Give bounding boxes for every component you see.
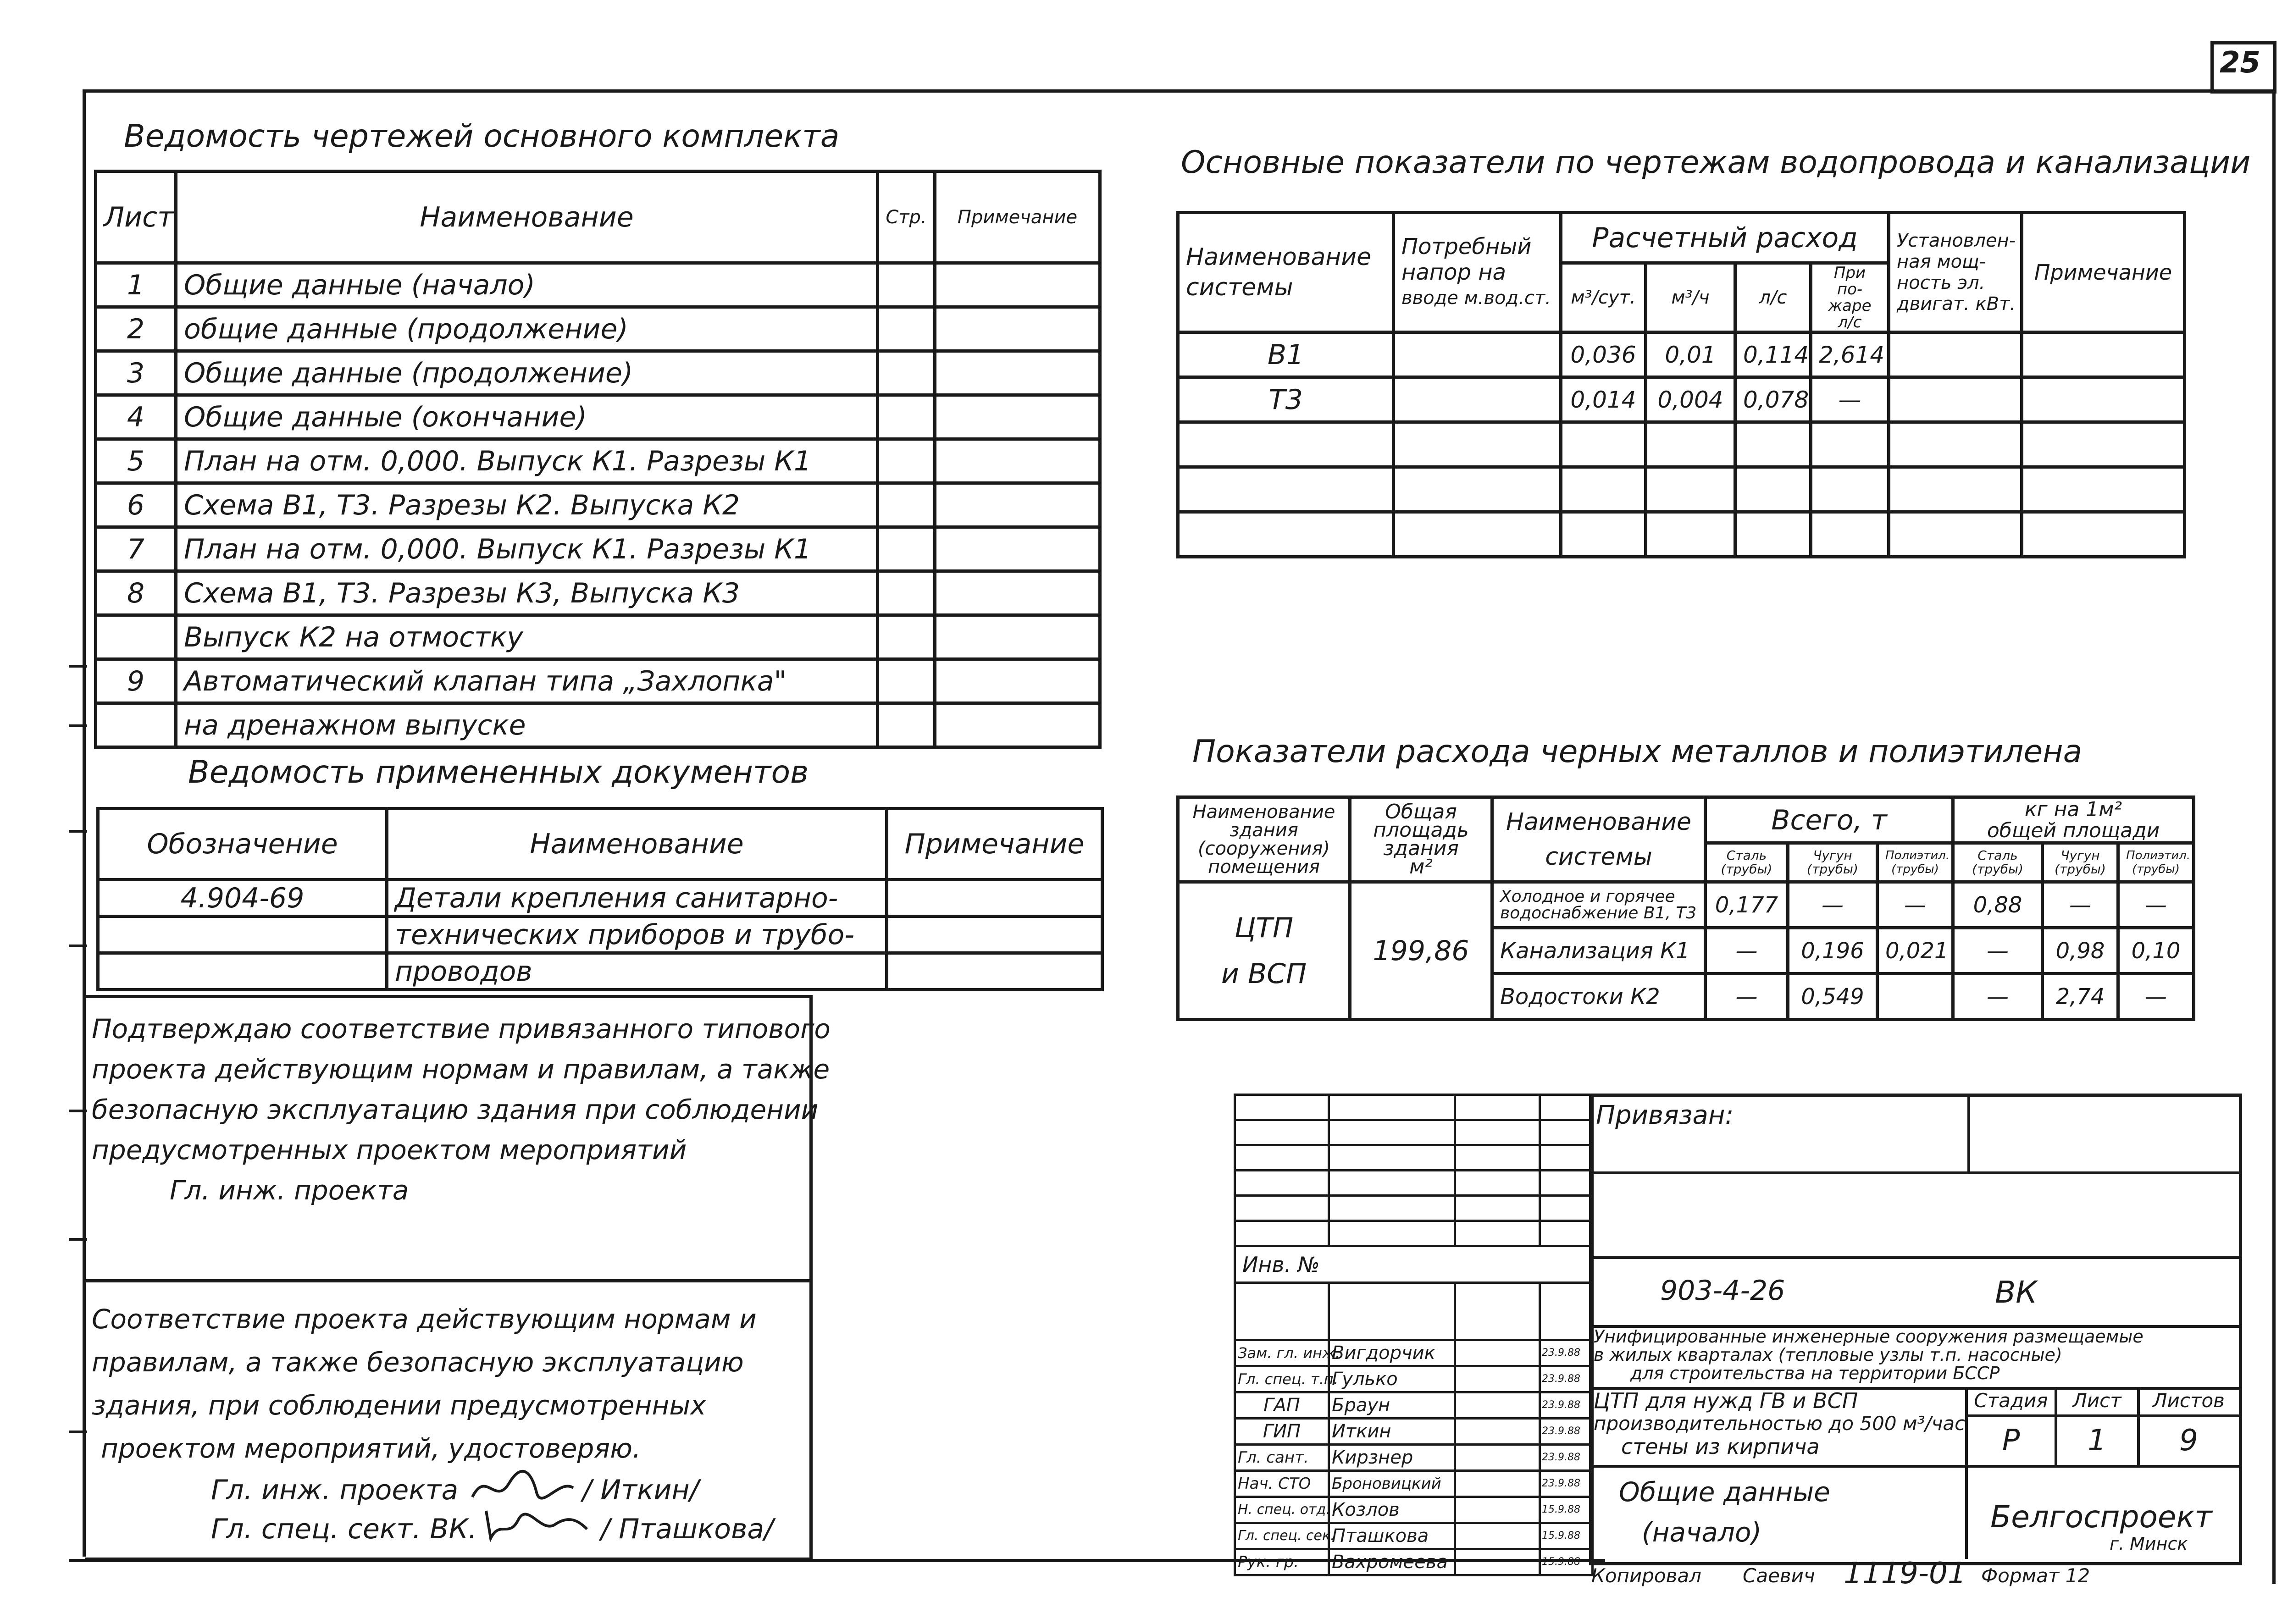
- page-number: 25: [2220, 46, 2261, 80]
- stamp-description: Унифицированные инженерные сооружения размещаемые в жилых кварталах (тепловые узлы т.п. насосные) для строительства на территории БССР: [1594, 1326, 2143, 1383]
- col-note: Примечание: [887, 809, 1102, 880]
- stamp-sheet-label: Лист: [2072, 1389, 2121, 1412]
- col-total: Всего, т: [1706, 797, 1953, 843]
- sub-steel: Сталь (трубы): [1953, 843, 2043, 882]
- stamp-people-grid: [1234, 1094, 1594, 1576]
- stamp-org: Белгоспроект: [1990, 1499, 2212, 1535]
- stamp-code: 903-4-26: [1660, 1275, 1785, 1307]
- table-row: В1 0,036 0,01 0,114 2,614: [1178, 332, 2185, 377]
- table-row: 1 Общие данные (начало): [96, 263, 1100, 307]
- margin-tick: [69, 1431, 87, 1433]
- metal-indicators-title: Показатели расхода черных металлов и полиэтилена: [1192, 734, 2083, 770]
- stamp-line: [1589, 1171, 2239, 1174]
- col-power: Установлен- ная мощ- ность эл. двигат. кВт.: [1889, 213, 2022, 332]
- table-row: [1178, 467, 2185, 512]
- approval-2-line: правилам, а также безопасную эксплуатацию: [92, 1347, 744, 1378]
- stamp-person-row: Гл. сант. Кирзнер 23.9.88: [1235, 1445, 1593, 1471]
- stamp-line: [1967, 1094, 1970, 1171]
- approval-1-line: Подтверждаю соответствие привязанного типового: [92, 1013, 831, 1044]
- table-row: технических приборов и трубо-: [98, 917, 1102, 953]
- col-name: Наименование: [387, 809, 887, 880]
- col-flow: Расчетный расход: [1561, 213, 1889, 263]
- approval-1-line: безопасную эксплуатацию здания при соблюдении: [92, 1094, 819, 1125]
- sub-iron: Чугун (трубы): [1788, 843, 1878, 882]
- water-indicators-table: [1176, 211, 2186, 558]
- unit-m3-day: м³/сут.: [1561, 263, 1646, 332]
- frame-right-line: [2272, 89, 2276, 1584]
- sub-poly: Полиэтил. (трубы): [2118, 843, 2194, 882]
- approval-divider: [85, 1279, 812, 1282]
- unit-m3-hour: м³/ч: [1646, 263, 1735, 332]
- drawings-list-body: [96, 263, 1100, 747]
- col-building: Наименование здания (сооружения) помещения: [1178, 797, 1350, 882]
- footer-number: 1119-01: [1844, 1557, 1966, 1591]
- stamp-line: [1965, 1387, 1968, 1559]
- approval-2-signer2-name: / Пташкова/: [601, 1513, 774, 1545]
- stamp-sheets: 9: [2179, 1424, 2198, 1458]
- col-area: Общая площадь здания м²: [1350, 797, 1492, 882]
- col-per-m2: кг на 1м² общей площади: [1953, 797, 2194, 843]
- table-row: 4.904-69 Детали крепления санитарно-: [98, 880, 1102, 917]
- stamp-line: [1965, 1414, 2239, 1417]
- margin-tick: [69, 724, 87, 727]
- col-name: Наименование: [176, 171, 878, 263]
- applied-docs-title: Ведомость примененных документов: [188, 754, 809, 790]
- approval-1-line: проекта действующим нормам и правилам, а также: [92, 1054, 830, 1085]
- table-row: [1178, 422, 2185, 467]
- stamp-line: [1589, 1256, 2239, 1259]
- stamp-sheets-label: Листов: [2153, 1389, 2225, 1412]
- col-system: Наименование системы: [1492, 797, 1706, 882]
- margin-tick: [69, 1110, 87, 1112]
- stamp-person-row: ГИП Иткин 23.9.88: [1235, 1419, 1593, 1445]
- table-row: Канализация К1 — 0,196 0,021 — 0,98 0,10: [1178, 928, 2194, 974]
- building-area: 199,86: [1350, 882, 1492, 1020]
- table-row: Выпуск К2 на отмостку: [96, 615, 1100, 659]
- footer-copied-name: Саевич: [1743, 1564, 1815, 1587]
- stamp-person-row: Рук. гр. Вахромеева 15.9.88: [1235, 1549, 1593, 1575]
- approval-2-signer1-role: Гл. инж. проекта: [211, 1474, 459, 1506]
- approval-2-line: здания, при соблюдении предусмотренных: [92, 1390, 706, 1421]
- stamp-person-row: ГАП Браун 23.9.88: [1235, 1392, 1593, 1419]
- table-row: 3 Общие данные (продолжение): [96, 351, 1100, 395]
- signature-icon: [482, 1502, 592, 1547]
- col-pressure: Потребный напор на вводе м.вод.ст.: [1394, 213, 1561, 332]
- approval-1-signer: Гл. инж. проекта: [170, 1175, 409, 1206]
- table-row: ЦТП и ВСП 199,86 Холодное и горячее водоснабжение В1, Т3 0,177 — — 0,88 — —: [1178, 882, 2194, 928]
- table-row: 9 Автоматический клапан типа „Захлопка": [96, 659, 1100, 703]
- col-designation: Обозначение: [98, 809, 387, 880]
- stamp-stage-label: Стадия: [1974, 1389, 2048, 1412]
- stamp-city: г. Минск: [2110, 1534, 2188, 1554]
- stamp-stage: Р: [2002, 1424, 2020, 1458]
- approval-2-line: Соответствие проекта действующим нормам и: [92, 1304, 757, 1335]
- stamp-person-row: Гл. спец. сек. Пташкова 15.9.88: [1235, 1523, 1593, 1549]
- approval-2-signer1-name: / Иткин/: [582, 1474, 699, 1506]
- stamp-sheet: 1: [2088, 1424, 2106, 1458]
- stamp-person-row: Зам. гл. инж. Вигдорчик 23.9.88: [1235, 1340, 1593, 1366]
- building-name: ЦТП и ВСП: [1178, 882, 1350, 1020]
- unit-l-s: л/с: [1735, 263, 1811, 332]
- sub-steel: Сталь (трубы): [1706, 843, 1788, 882]
- table-row: 4 Общие данные (окончание): [96, 395, 1100, 439]
- inv-number: Инв. №: [1235, 1246, 1593, 1283]
- applied-docs-table: [96, 807, 1104, 991]
- metal-indicators-table: [1176, 795, 2195, 1021]
- col-page: Стр.: [878, 171, 935, 263]
- stamp-person-row: Н. спец. отд. Козлов 15.9.88: [1235, 1497, 1593, 1523]
- footer-copied-label: Копировал: [1591, 1564, 1701, 1587]
- stamp-object: ЦТП для нужд ГВ и ВСП производительностью до 500 м³/час стены из кирпича: [1594, 1388, 1966, 1459]
- margin-tick: [69, 945, 87, 947]
- unit-fire: При по-жаре л/с: [1811, 263, 1889, 332]
- table-row: Водостоки К2 — 0,549 — 2,74 —: [1178, 974, 2194, 1020]
- approval-1-line: предусмотренных проектом мероприятий: [92, 1134, 687, 1166]
- col-system: Наименование системы: [1178, 213, 1394, 332]
- table-row: 5 План на отм. 0,000. Выпуск К1. Разрезы К1: [96, 439, 1100, 483]
- stamp-sheet-name: Общие данные (начало): [1619, 1476, 1830, 1548]
- sub-iron: Чугун (трубы): [2043, 843, 2118, 882]
- table-row: 2 общие данные (продолжение): [96, 307, 1100, 351]
- stamp-line: [1965, 1465, 2239, 1468]
- approval-2-signer2-role: Гл. спец. сект. ВК.: [211, 1513, 477, 1545]
- col-note: Примечание: [2022, 213, 2185, 332]
- stamp-mark: ВК: [1995, 1275, 2038, 1310]
- table-row: 6 Схема В1, Т3. Разрезы К2. Выпуска К2: [96, 483, 1100, 527]
- stamp-line: [1589, 1465, 1965, 1468]
- margin-tick: [69, 830, 87, 833]
- approval-2-line: проектом мероприятий, удостоверяю.: [101, 1433, 641, 1464]
- table-row: проводов: [98, 953, 1102, 990]
- stamp-attached: Привязан:: [1596, 1100, 1734, 1130]
- margin-tick: [69, 665, 87, 668]
- stamp-person-row: Гл. спец. т.п. Гулько 23.9.88: [1235, 1366, 1593, 1392]
- frame-top-line: [83, 89, 2275, 93]
- table-row: 8 Схема В1, Т3. Разрезы К3, Выпуска К3: [96, 571, 1100, 615]
- footer-format: Формат 12: [1981, 1564, 2090, 1587]
- sub-poly: Полиэтил. (трубы): [1878, 843, 1953, 882]
- drawings-list-table: [94, 170, 1102, 749]
- approval-1: [92, 1009, 831, 1210]
- water-indicators-title: Основные показатели по чертежам водопровода и канализации: [1181, 144, 2251, 181]
- approval-2: [92, 1298, 757, 1470]
- col-sheet: Лист: [96, 171, 176, 263]
- drawings-list-title: Ведомость чертежей основного комплекта: [124, 118, 840, 155]
- stamp-person-row: Нач. СТО Броновицкий 23.9.88: [1235, 1471, 1593, 1497]
- table-row: 7 План на отм. 0,000. Выпуск К1. Разрезы К1: [96, 527, 1100, 571]
- col-note: Примечание: [935, 171, 1100, 263]
- table-row: [1178, 512, 2185, 557]
- margin-tick: [69, 1238, 87, 1241]
- table-row: на дренажном выпуске: [96, 703, 1100, 747]
- table-row: Т3 0,014 0,004 0,078 —: [1178, 377, 2185, 422]
